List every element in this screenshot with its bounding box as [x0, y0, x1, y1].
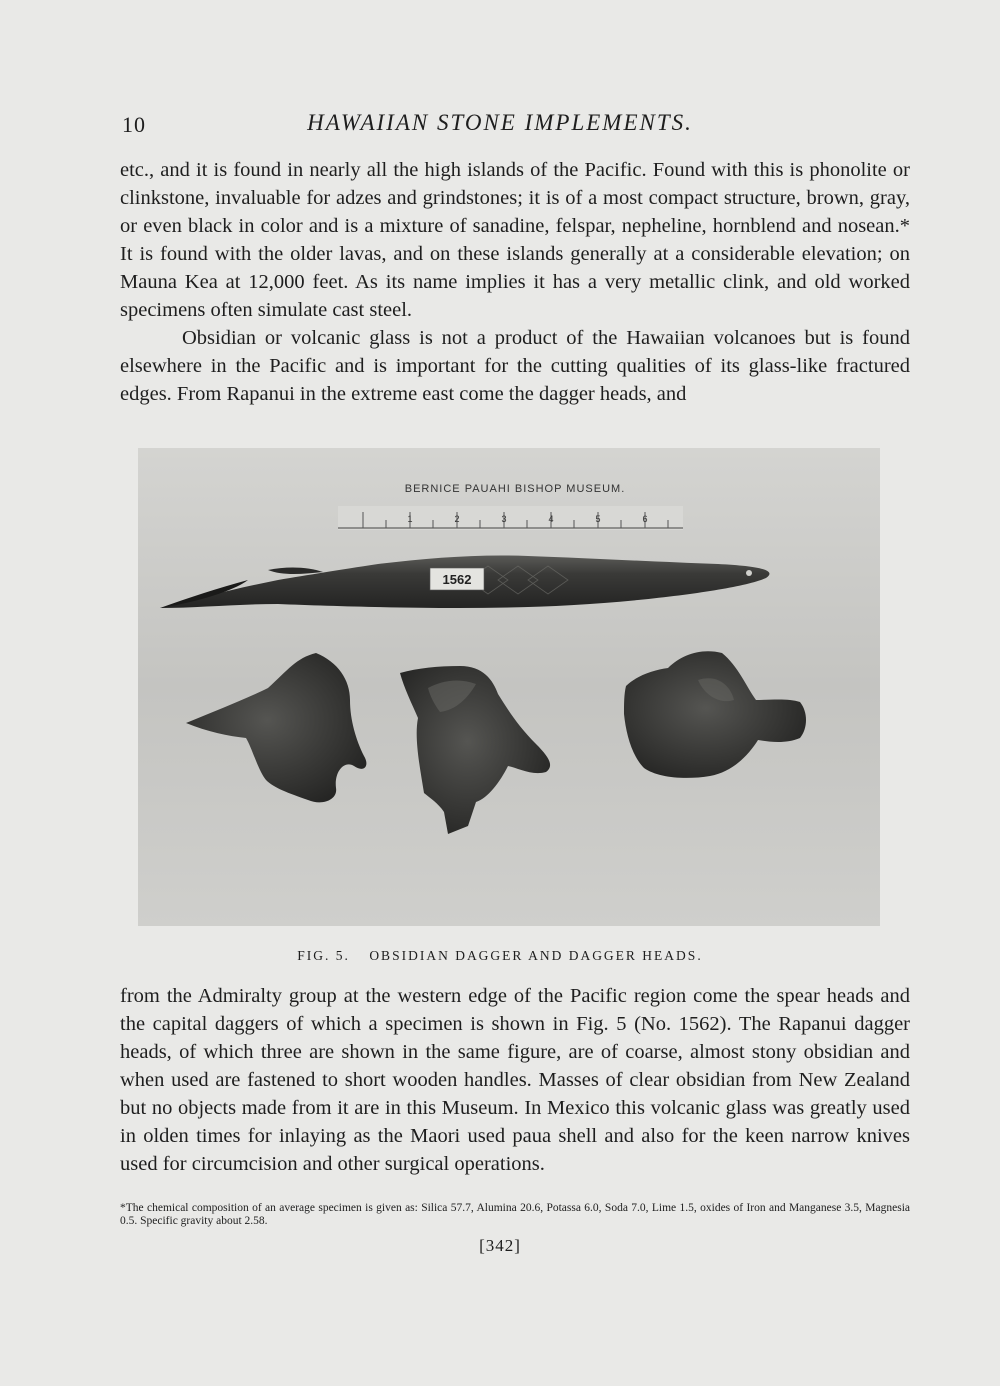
folio: [342]	[479, 1236, 521, 1255]
footnote: *The chemical composition of an average specimen is given as: Silica 57.7, Alumina 20.6, Potassa 6.0, Soda 7.0, Lime 1.5, oxides of Iron and Manganese 3.5, Magnesia 0.5. Specific gravity about 2.58.	[120, 1202, 910, 1227]
body-text-bottom	[120, 982, 910, 1178]
ruler-label: BERNICE PAUAHI BISHOP MUSEUM.	[404, 483, 626, 495]
paragraph-phonolite: etc., and it is found in nearly all the high islands of the Pacific. Found with this is phonolite or clinkstone, invaluable for adzes and grindstones; it is of a most compact structure, brown, gray, or even black in color and is a mixture of sanadine, felspar, nepheline, hornblend and nosean.* It is found with the older lavas, and on these islands generally at a considerable elevation; on Mauna Kea at 12,000 feet. As its name implies it has a very metallic clink, and old worked specimens often simulate cast steel.	[120, 159, 910, 321]
ruler-number: 4	[548, 514, 554, 524]
ruler-number: 5	[595, 514, 601, 524]
figure-photograph	[138, 448, 880, 926]
ruler-number: 1	[407, 514, 413, 524]
obsidian-photo	[138, 448, 880, 926]
ruler-number: 3	[501, 514, 507, 524]
paragraph-admiralty: from the Admiralty group at the western edge of the Pacific region come the spear heads and the capital daggers of which a specimen is shown in Fig. 5 (No. 1562). The Rapanui dagger heads, of which three are shown in the same figure, are of coarse, almost stony obsidian and when used are fastened to short wooden handles. Masses of clear obsidian from New Zealand but no objects made from it are in this Museum. In Mexico this volcanic glass was greatly used in olden times for inlaying as the Maori used paua shell and also for the keen narrow knives used for circumcision and other surgical operations.	[120, 985, 910, 1175]
paragraph-obsidian: Obsidian or volcanic glass is not a product of the Hawaiian volcanoes but is found elsewhere in the Pacific and is important for the cutting qualities of its glass-like fractured edges. From Rapanui in the extreme east come the dagger heads, and	[120, 327, 910, 405]
running-head: HAWAIIAN STONE IMPLEMENTS.	[307, 110, 693, 135]
figure-number: FIG. 5.	[297, 948, 350, 963]
specimen-tag: 1562	[442, 572, 472, 587]
figure-caption	[0, 948, 1000, 964]
page-number: 10	[122, 112, 146, 137]
ruler-number: 6	[642, 514, 648, 524]
ruler-number: 2	[454, 514, 460, 524]
body-text-top	[120, 156, 910, 408]
figure-caption-text: OBSIDIAN DAGGER AND DAGGER HEADS.	[369, 948, 703, 963]
